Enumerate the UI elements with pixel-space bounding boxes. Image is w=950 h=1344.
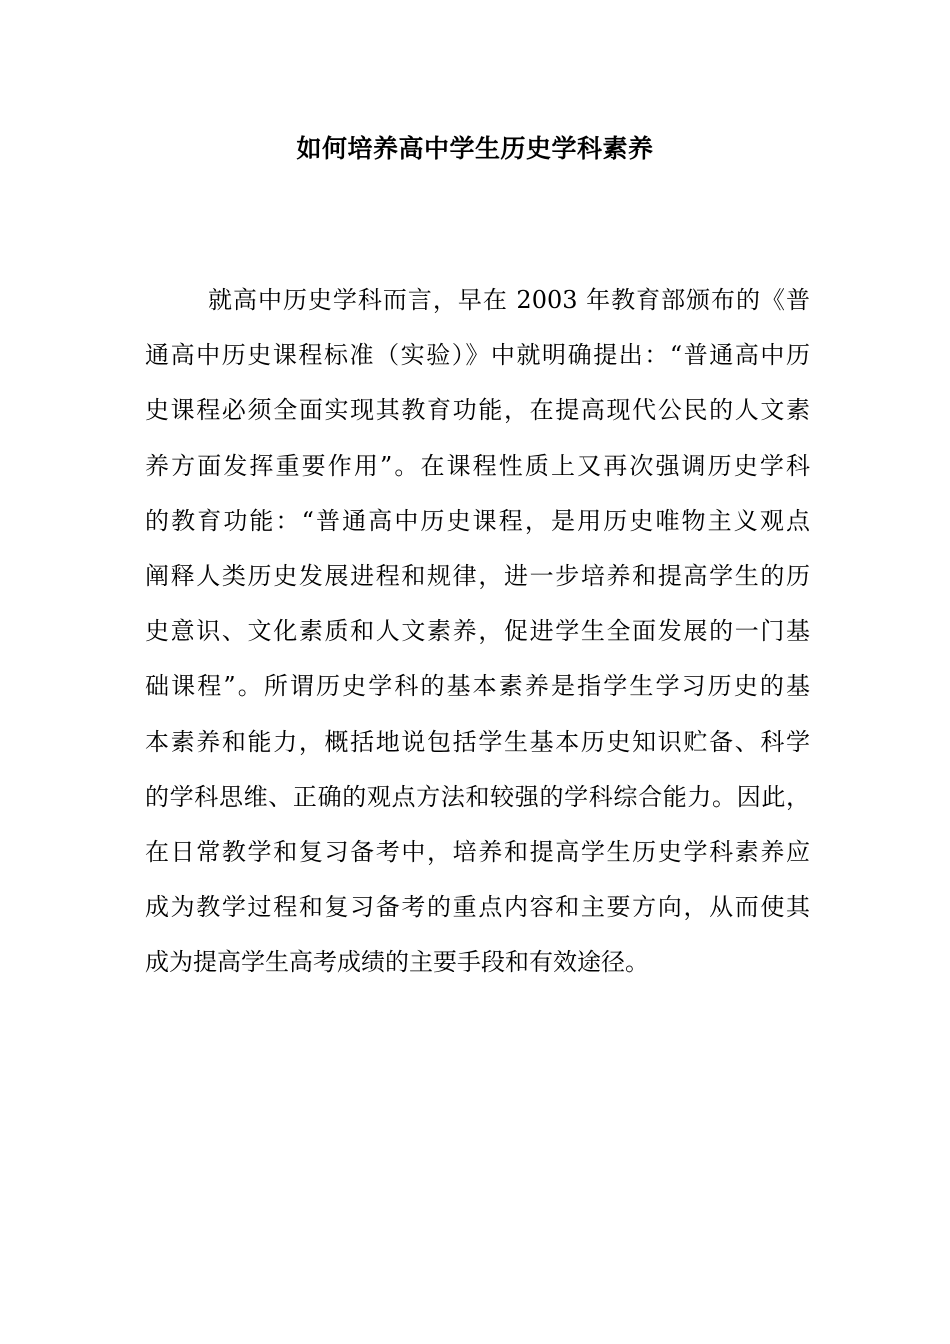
paragraph-line: 本素养和能力，概括地说包括学生基本历史知识贮备、科学 xyxy=(145,727,810,756)
document-title: 如何培养高中学生历史学科素养 xyxy=(296,134,654,163)
paragraph-line: 就高中历史学科而言，早在 2003 年教育部颁布的《普 xyxy=(208,286,810,314)
paragraph-line: 成为提高学生高考成绩的主要手段和有效途径。 xyxy=(145,948,649,977)
paragraph-line: 的教育功能：“普通高中历史课程，是用历史唯物主义观点 xyxy=(145,506,810,535)
paragraph-line: 在日常教学和复习备考中，培养和提高学生历史学科素养应 xyxy=(145,837,810,866)
body-paragraph xyxy=(145,275,810,992)
paragraph-line: 史意识、文化素质和人文素养，促进学生全面发展的一门基 xyxy=(145,617,810,646)
paragraph-line: 成为教学过程和复习备考的重点内容和主要方向，从而使其 xyxy=(145,893,810,922)
paragraph-line: 阐释人类历史发展进程和规律，进一步培养和提高学生的历 xyxy=(145,561,810,590)
paragraph-line: 养方面发挥重要作用”。在课程性质上又再次强调历史学科 xyxy=(145,451,810,480)
paragraph-line: 础课程”。所谓历史学科的基本素养是指学生学习历史的基 xyxy=(145,672,810,701)
paragraph-line: 史课程必须全面实现其教育功能，在提高现代公民的人文素 xyxy=(145,396,810,425)
paragraph-line: 的学科思维、正确的观点方法和较强的学科综合能力。因此， xyxy=(145,782,810,811)
paragraph-line: 通高中历史课程标准（实验）》中就明确提出：“普通高中历 xyxy=(145,341,810,370)
